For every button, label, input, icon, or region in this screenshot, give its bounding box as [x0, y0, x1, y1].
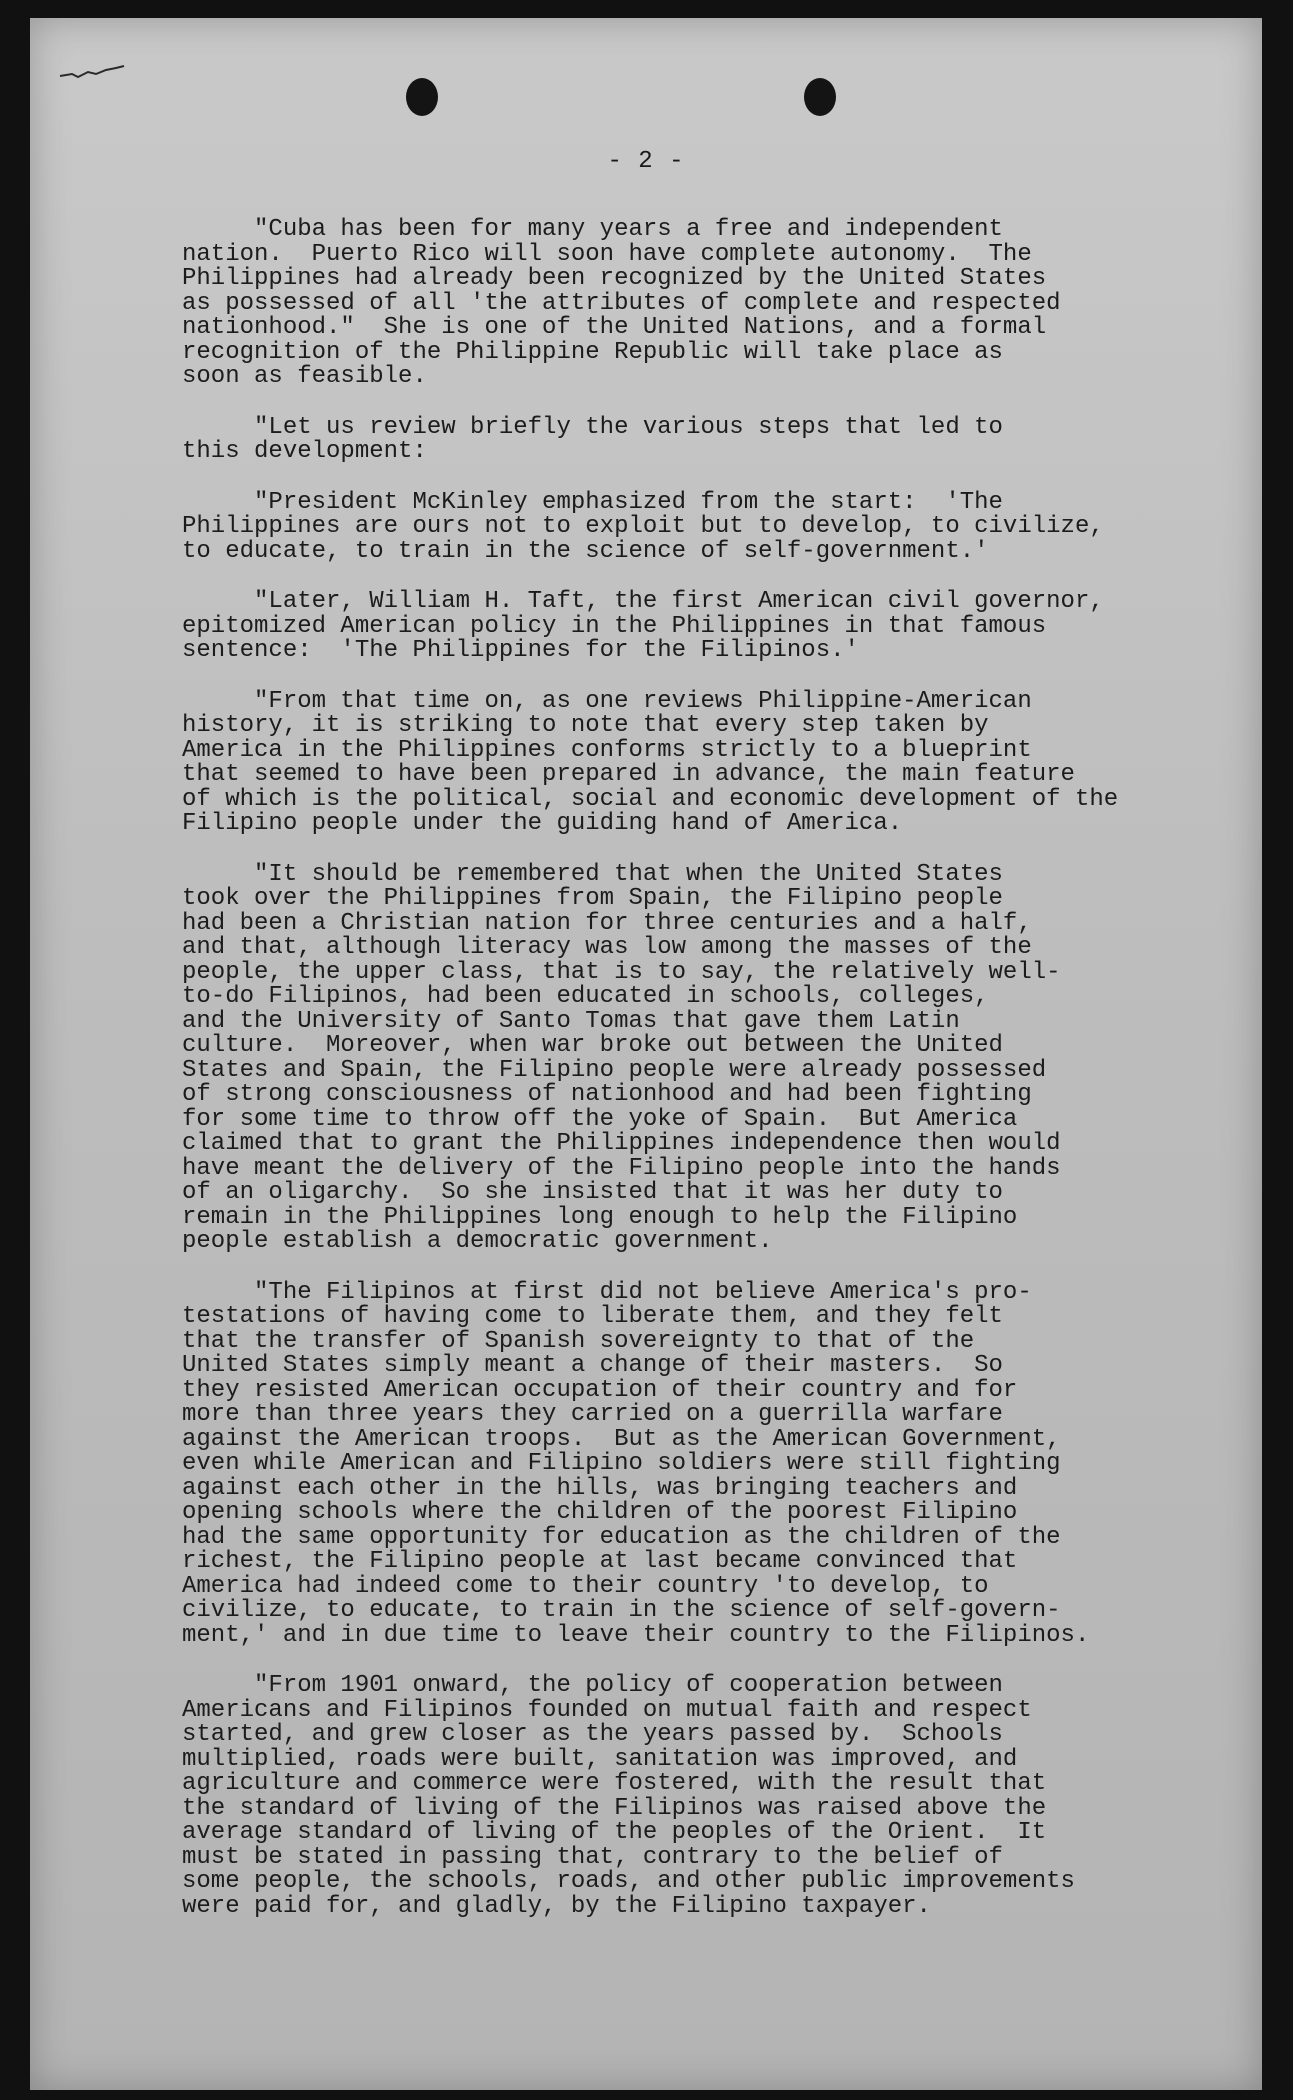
paragraph [182, 488, 1142, 565]
page-number: - 2 - [607, 148, 685, 175]
text-line: more than three years they carried on a guerrilla warfare [182, 1401, 1003, 1428]
text-line: of which is the political, social and economic development of the [182, 785, 1119, 813]
text-line: against each other in the hills, was bringing teachers and [182, 1474, 1018, 1502]
text-line: agriculture and commerce were fostered, with the result that [182, 1770, 1047, 1797]
paragraph [182, 218, 1142, 390]
text-line: and the University of Santo Tomas that gave them Latin [182, 1007, 960, 1035]
text-line: had the same opportunity for education as the children of the [182, 1523, 1061, 1551]
text-line: "The Filipinos at first did not believe America's pro- [182, 1278, 1032, 1306]
text-line: were paid for, and gladly, by the Filipino taxpayer. [182, 1892, 931, 1920]
text-line: civilize, to educate, to train in the science of self-govern- [182, 1597, 1061, 1624]
text-line: America in the Philippines conforms strictly to a blueprint [182, 736, 1032, 764]
text-line: history, it is striking to note that every step taken by [182, 712, 989, 739]
text-line: "Cuba has been for many years a free and independent [182, 216, 1003, 243]
text-line: that the transfer of Spanish sovereignty to that of the [182, 1327, 975, 1355]
text-line: testations of having come to liberate them, and they felt [182, 1303, 1003, 1330]
paragraph [182, 860, 1142, 1255]
punch-hole-right [804, 78, 836, 116]
text-line: have meant the delivery of the Filipino people into the hands [182, 1154, 1061, 1182]
text-line: people, the upper class, that is to say, the relatively well- [182, 958, 1061, 986]
text-line: some people, the schools, roads, and other public improvements [182, 1868, 1075, 1895]
text-line: took over the Philippines from Spain, the Filipino people [182, 885, 1003, 912]
text-line: United States simply meant a change of their masters. So [182, 1352, 1003, 1379]
text-line: States and Spain, the Filipino people were already possessed [182, 1056, 1047, 1084]
text-line: people establish a democratic government. [182, 1228, 773, 1255]
text-line: that seemed to have been prepared in advance, the main feature [182, 761, 1075, 788]
text-line: Filipino people under the guiding hand of America. [182, 810, 903, 837]
text-line: for some time to throw off the yoke of Spain. But America [182, 1105, 1018, 1133]
text-line: epitomized American policy in the Philippines in that famous [182, 612, 1047, 640]
text-line: to educate, to train in the science of self-government.' [182, 537, 989, 565]
text-line: Americans and Filipinos founded on mutual faith and respect [182, 1696, 1032, 1724]
text-line: ment,' and in due time to leave their country to the Filipinos. [182, 1621, 1090, 1649]
text-line: to-do Filipinos, had been educated in schools, colleges, [182, 983, 989, 1010]
text-line: richest, the Filipino people at last became convinced that [182, 1548, 1018, 1575]
text-line: of strong consciousness of nationhood and had been fighting [182, 1081, 1032, 1108]
text-line: sentence: 'The Philippines for the Filipinos.' [182, 637, 859, 664]
text-line: opening schools where the children of the poorest Filipino [182, 1499, 1018, 1526]
text-line: "From that time on, as one reviews Philippine-American [182, 687, 1032, 715]
text-line: Philippines had already been recognized by the United States [182, 265, 1047, 292]
text-line: "Let us review briefly the various steps that led to [182, 413, 1003, 441]
paragraph [182, 1278, 1142, 1649]
text-line: recognition of the Philippine Republic will take place as [182, 338, 1003, 366]
text-line: America had indeed come to their country 'to develop, to [182, 1572, 989, 1600]
punch-hole-left [406, 78, 438, 116]
paragraph [182, 413, 1142, 465]
text-line: soon as feasible. [182, 363, 427, 390]
text-line: had been a Christian nation for three centuries and a half, [182, 909, 1032, 937]
text-line: remain in the Philippines long enough to help the Filipino [182, 1203, 1018, 1231]
text-line: nationhood." She is one of the United Nations, and a formal [182, 314, 1047, 341]
text-line: Philippines are ours not to exploit but to develop, to civilize, [182, 513, 1104, 540]
text-line: as possessed of all 'the attributes of complete and respected [182, 289, 1061, 317]
text-line: the standard of living of the Filipinos was raised above the [182, 1794, 1047, 1822]
text-line: this development: [182, 438, 427, 465]
text-line: must be stated in passing that, contrary to the belief of [182, 1843, 1003, 1871]
text-line: even while American and Filipino soldiers were still fighting [182, 1450, 1061, 1477]
typewritten-page [30, 18, 1262, 2090]
text-line: against the American troops. But as the American Government, [182, 1425, 1061, 1453]
text-line: culture. Moreover, when war broke out between the United [182, 1032, 1003, 1059]
text-line: claimed that to grant the Philippines independence then would [182, 1130, 1061, 1157]
text-line: started, and grew closer as the years passed by. Schools [182, 1721, 1003, 1748]
document-body [182, 218, 1142, 1945]
text-line: they resisted American occupation of their country and for [182, 1376, 1018, 1404]
text-line: "From 1901 onward, the policy of cooperation between [182, 1672, 1003, 1699]
text-line: "It should be remembered that when the United States [182, 860, 1003, 888]
text-line: "Later, William H. Taft, the first American civil governor, [182, 588, 1104, 615]
text-line: nation. Puerto Rico will soon have complete autonomy. The [182, 240, 1032, 268]
text-line: of an oligarchy. So she insisted that it was her duty to [182, 1179, 1003, 1206]
edge-smudge [58, 62, 128, 82]
paragraph [182, 590, 1142, 664]
paragraph [182, 687, 1142, 837]
text-line: multiplied, roads were built, sanitation was improved, and [182, 1745, 1018, 1773]
text-line: and that, although literacy was low among the masses of the [182, 934, 1032, 961]
text-line: average standard of living of the peoples of the Orient. It [182, 1819, 1047, 1846]
text-line: "President McKinley emphasized from the start: 'The [182, 488, 1003, 516]
paragraph [182, 1674, 1142, 1919]
